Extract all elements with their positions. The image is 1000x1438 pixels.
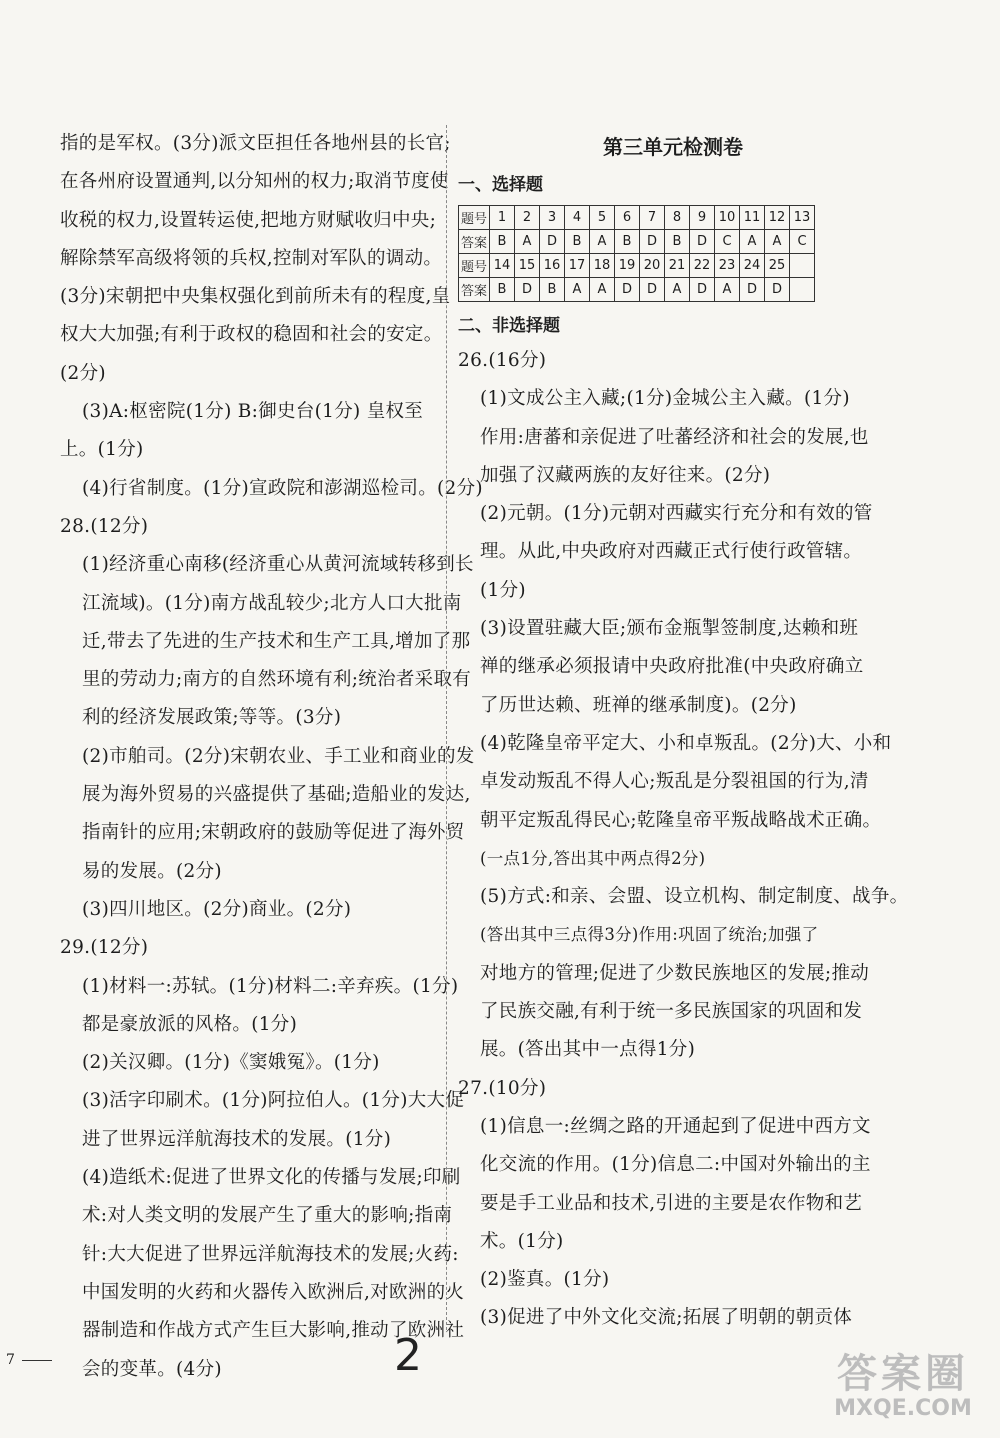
answer-line: (4)乾隆皇帝平定大、小和卓叛乱。(2分)大、小和 bbox=[480, 732, 892, 754]
answer-line: (3)四川地区。(2分)商业。(2分) bbox=[82, 898, 352, 920]
table-cell: 11 bbox=[740, 206, 765, 230]
page-number: 2 bbox=[394, 1330, 422, 1381]
answer-line: 针:大大促进了世界远洋航海技术的发展;火药: bbox=[82, 1243, 459, 1265]
table-cell: 21 bbox=[665, 254, 690, 278]
answer-line: (3)A:枢密院(1分) B:御史台(1分) 皇权至 bbox=[82, 401, 424, 423]
answer-line: 解除禁军高级将领的兵权,控制对军队的调动。 bbox=[60, 247, 443, 269]
unit-test-title: 第三单元检测卷 bbox=[603, 135, 743, 159]
answer-line: 29.(12分) bbox=[60, 937, 149, 959]
answer-line: (2)元朝。(1分)元朝对西藏实行充分和有效的管 bbox=[480, 503, 873, 525]
answer-line: (2)鉴真。(1分) bbox=[480, 1269, 610, 1291]
answer-line: 了历世达赖、班禅的继承制度)。(2分) bbox=[480, 694, 797, 716]
table-cell: D bbox=[690, 230, 715, 254]
table-cell: 16 bbox=[540, 254, 565, 278]
table-cell: B bbox=[665, 230, 690, 254]
answer-line: 28.(12分) bbox=[60, 515, 149, 537]
table-cell: 15 bbox=[515, 254, 540, 278]
answer-line: (1)文成公主入藏;(1分)金城公主入藏。(1分) bbox=[480, 388, 850, 410]
table-cell: 10 bbox=[715, 206, 740, 230]
answer-line: 进了世界远洋航海技术的发展。(1分) bbox=[82, 1128, 392, 1150]
answer-line: 指南针的应用;宋朝政府的鼓励等促进了海外贸 bbox=[82, 822, 465, 844]
answer-line: (4)行省制度。(1分)宣政院和澎湖巡检司。(2分) bbox=[82, 477, 483, 499]
watermark-logo bbox=[818, 1352, 988, 1422]
table-cell: 14 bbox=[490, 254, 515, 278]
table-cell: 3 bbox=[540, 206, 565, 230]
table-cell: A bbox=[665, 278, 690, 302]
answer-line: 会的变革。(4分) bbox=[82, 1358, 222, 1380]
table-cell: A bbox=[765, 230, 790, 254]
answer-line: 在各州府设置通判,以分知州的权力;取消节度使 bbox=[60, 171, 449, 193]
table-cell-label: 题号 bbox=[459, 206, 490, 230]
corner-rule bbox=[22, 1360, 52, 1361]
table-cell-label: 题号 bbox=[459, 254, 490, 278]
answer-line: 要是手工业品和技术,引进的主要是农作物和艺 bbox=[480, 1192, 863, 1214]
table-cell: 20 bbox=[640, 254, 665, 278]
table-cell: D bbox=[640, 230, 665, 254]
table-cell: D bbox=[765, 278, 790, 302]
table-cell: 17 bbox=[565, 254, 590, 278]
table-cell: 5 bbox=[590, 206, 615, 230]
table-cell: D bbox=[515, 278, 540, 302]
table-cell: A bbox=[590, 230, 615, 254]
answer-line: (答出其中三点得3分)作用:巩固了统治;加强了 bbox=[480, 925, 819, 945]
table-cell: 1 bbox=[490, 206, 515, 230]
table-cell: 25 bbox=[765, 254, 790, 278]
answer-line: 理。从此,中央政府对西藏正式行使行政管辖。 bbox=[480, 541, 863, 563]
answer-line: 作用:唐蕃和亲促进了吐蕃经济和社会的发展,也 bbox=[480, 426, 869, 448]
table-cell: A bbox=[740, 230, 765, 254]
table-cell: 4 bbox=[565, 206, 590, 230]
table-cell: 2 bbox=[515, 206, 540, 230]
right-answers bbox=[458, 342, 909, 1338]
table-cell: 7 bbox=[640, 206, 665, 230]
answer-line: 上。(1分) bbox=[60, 439, 144, 461]
table-cell: A bbox=[590, 278, 615, 302]
answer-line: 化交流的作用。(1分)信息二:中国对外输出的主 bbox=[480, 1154, 871, 1176]
answer-line: (4)造纸术:促进了世界文化的传播与发展;印刷 bbox=[82, 1167, 461, 1189]
table-cell: 18 bbox=[590, 254, 615, 278]
watermark-url: MXQE.COM bbox=[834, 1396, 972, 1421]
table-cell: 22 bbox=[690, 254, 715, 278]
table-cell bbox=[790, 254, 815, 278]
answer-line: 迁,带去了先进的生产技术和生产工具,增加了那 bbox=[82, 630, 471, 652]
answer-line: 里的劳动力;南方的自然环境有利;统治者采取有 bbox=[82, 669, 472, 691]
answer-line: 器制造和作战方式产生巨大影响,推动了欧洲社 bbox=[82, 1320, 465, 1342]
answer-line: 中国发明的火药和火器传入欧洲后,对欧洲的火 bbox=[82, 1281, 465, 1303]
answer-line: 朝平定叛乱得民心;乾隆皇帝平叛战略战术正确。 bbox=[480, 809, 882, 831]
answer-line: (2)市舶司。(2分)宋朝农业、手工业和商业的发 bbox=[82, 745, 475, 767]
answer-line: (3)促进了中外文化交流;拓展了明朝的朝贡体 bbox=[480, 1307, 853, 1329]
answer-line: (一点1分,答出其中两点得2分) bbox=[480, 848, 706, 868]
answer-line: 指的是军权。(3分)派文臣担任各地州县的长官; bbox=[60, 133, 451, 154]
answer-line: (5)方式:和亲、会盟、设立机构、制定制度、战争。 bbox=[480, 886, 909, 908]
table-row bbox=[459, 254, 815, 278]
table-cell: B bbox=[490, 278, 515, 302]
answer-line: 都是豪放派的风格。(1分) bbox=[82, 1013, 298, 1035]
table-cell: 6 bbox=[615, 206, 640, 230]
table-cell: B bbox=[540, 278, 565, 302]
corner-mark: 7 bbox=[6, 1352, 15, 1368]
table-cell: C bbox=[715, 230, 740, 254]
answer-line: 易的发展。(2分) bbox=[82, 860, 222, 882]
answer-line: (1)经济重心南移(经济重心从黄河流域转移到长 bbox=[82, 554, 474, 576]
table-cell: B bbox=[615, 230, 640, 254]
watermark-text: 答案圈 bbox=[837, 1351, 969, 1397]
section-nonchoice-heading: 二、非选择题 bbox=[458, 316, 560, 336]
table-cell: 24 bbox=[740, 254, 765, 278]
table-cell: 9 bbox=[690, 206, 715, 230]
answer-line: 江流域)。(1分)南方战乱较少;北方人口大批南 bbox=[82, 592, 462, 614]
table-cell: D bbox=[615, 278, 640, 302]
answer-line: 26.(16分) bbox=[458, 350, 547, 371]
table-cell: A bbox=[715, 278, 740, 302]
table-cell: 19 bbox=[615, 254, 640, 278]
table-cell: A bbox=[565, 278, 590, 302]
table-cell: B bbox=[490, 230, 515, 254]
answer-line: 收税的权力,设置转运使,把地方财赋收归中央; bbox=[60, 209, 437, 231]
table-row bbox=[459, 206, 815, 230]
answer-line: 加强了汉藏两族的友好往来。(2分) bbox=[480, 464, 771, 486]
answer-line: (1)材料一:苏轼。(1分)材料二:辛弃疾。(1分) bbox=[82, 975, 459, 997]
answer-line: (2分) bbox=[60, 362, 106, 384]
answer-line: 权大大加强;有利于政权的稳固和社会的安定。 bbox=[60, 324, 443, 346]
table-cell: D bbox=[640, 278, 665, 302]
answer-line: 对地方的管理;促进了少数民族地区的发展;推动 bbox=[480, 962, 870, 984]
table-cell: A bbox=[515, 230, 540, 254]
answer-line: 利的经济发展政策;等等。(3分) bbox=[82, 707, 342, 729]
table-cell bbox=[790, 278, 815, 302]
table-cell: 23 bbox=[715, 254, 740, 278]
right-column bbox=[458, 125, 909, 1338]
answer-line: 术。(1分) bbox=[480, 1230, 564, 1252]
answer-line: 卓发动叛乱不得人心;叛乱是分裂祖国的行为,清 bbox=[480, 771, 869, 793]
answer-line: 展为海外贸易的兴盛提供了基础;造船业的发达, bbox=[82, 784, 471, 806]
answer-line: 禅的继承必须报请中央政府批准(中央政府确立 bbox=[480, 656, 864, 678]
answer-table bbox=[458, 205, 815, 302]
table-row bbox=[459, 230, 815, 254]
table-cell: D bbox=[690, 278, 715, 302]
answer-line: (1)信息一:丝绸之路的开通起到了促进中西方文 bbox=[480, 1115, 871, 1137]
answer-line: (3)设置驻藏大臣;颁布金瓶掣签制度,达赖和班 bbox=[480, 618, 859, 640]
answer-line: (1分) bbox=[480, 579, 526, 601]
answer-line: 27.(10分) bbox=[458, 1077, 547, 1099]
answer-line: (3)活字印刷术。(1分)阿拉伯人。(1分)大大促 bbox=[82, 1090, 465, 1112]
answer-line: 了民族交融,有利于统一多民族国家的巩固和发 bbox=[480, 1001, 863, 1023]
table-cell-label: 答案 bbox=[459, 230, 490, 254]
answer-line: 术:对人类文明的发展产生了重大的影响;指南 bbox=[82, 1205, 453, 1227]
table-cell: 8 bbox=[665, 206, 690, 230]
table-cell: 13 bbox=[790, 206, 815, 230]
table-cell: 12 bbox=[765, 206, 790, 230]
column-divider bbox=[446, 125, 447, 1330]
answer-line: 展。(答出其中一点得1分) bbox=[480, 1039, 696, 1061]
table-cell-label: 答案 bbox=[459, 278, 490, 302]
table-cell: C bbox=[790, 230, 815, 254]
table-row bbox=[459, 278, 815, 302]
answer-line: (3分)宋朝把中央集权强化到前所未有的程度,皇 bbox=[60, 286, 451, 308]
table-cell: D bbox=[540, 230, 565, 254]
section-choice-heading: 一、选择题 bbox=[458, 175, 543, 195]
answer-line: (2)关汉卿。(1分)《窦娥冤》。(1分) bbox=[82, 1052, 380, 1074]
table-cell: D bbox=[740, 278, 765, 302]
table-cell: B bbox=[565, 230, 590, 254]
